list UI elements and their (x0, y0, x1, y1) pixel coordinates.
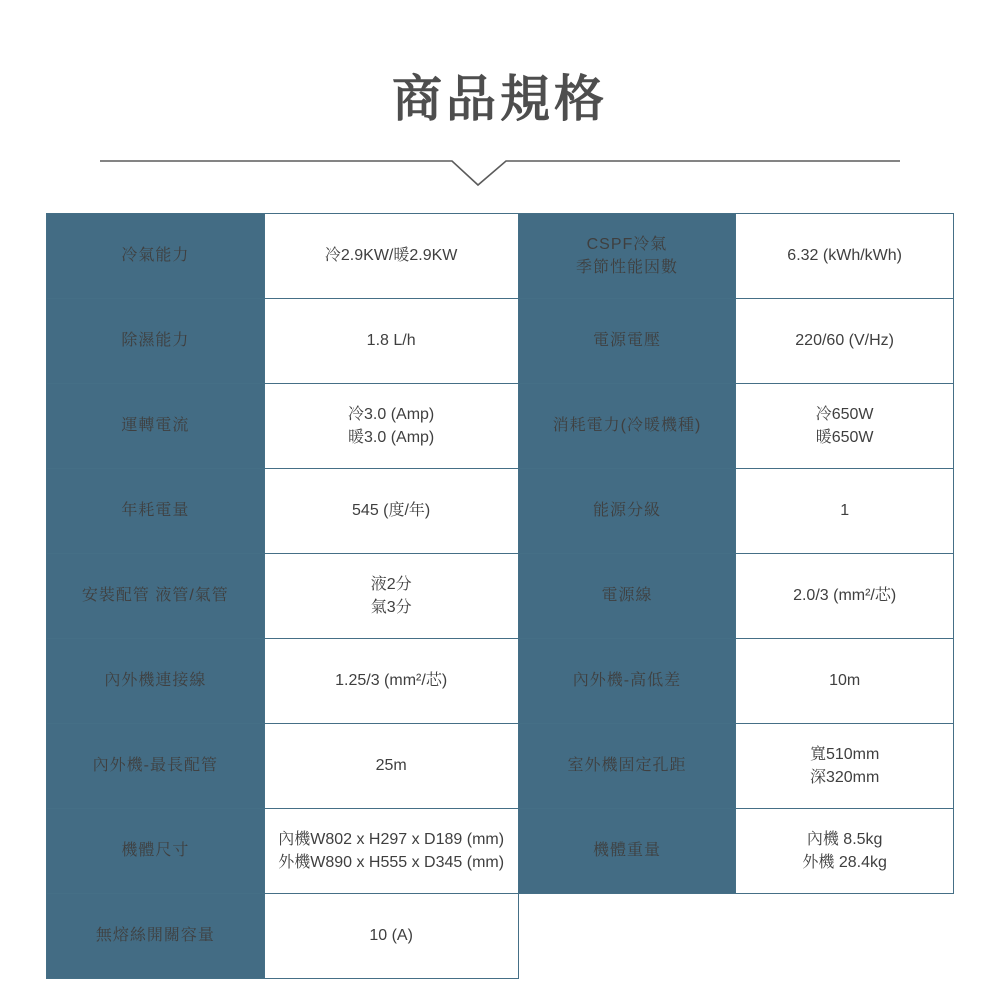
cell-text (740, 669, 949, 692)
divider-shape (100, 155, 900, 189)
cell-text (523, 754, 732, 777)
spec-table (46, 213, 954, 979)
table-row (47, 639, 954, 724)
table-row (47, 809, 954, 894)
spec-label-left: 機體尺寸 (47, 809, 265, 894)
cell-line: 2.0/3 (mm²/芯) (793, 587, 897, 605)
cell-line: 內機 8.5kg (806, 830, 883, 848)
cell-text (523, 499, 732, 522)
cell-line: CSPF冷氣 (586, 235, 668, 253)
spec-label-left: 內外機-最長配管 (47, 724, 265, 809)
spec-table-wrap (46, 213, 954, 979)
cell-line: 暖650W (815, 429, 874, 446)
cell-text (269, 669, 514, 692)
cell-line: 220/60 (V/Hz) (795, 332, 894, 350)
spec-label-right (518, 299, 736, 384)
spec-value-right (736, 469, 954, 554)
cell-text (269, 924, 514, 947)
spec-value-left (264, 894, 518, 979)
cell-text (269, 403, 514, 449)
spec-label-left: 內外機連接線 (47, 639, 265, 724)
cell-line: 暖3.0 (Amp) (348, 429, 435, 446)
cell-line: 電源線 (601, 587, 653, 605)
cell-line: 6.32 (kWh/kWh) (787, 247, 902, 265)
cell-line: 氣3分 (370, 599, 412, 616)
cell-text (523, 584, 732, 607)
spec-value-left (264, 639, 518, 724)
cell-text (523, 669, 732, 692)
cell-line: 545 (度/年) (352, 502, 431, 520)
spec-value-left (264, 299, 518, 384)
cell-line: 深320mm (809, 769, 880, 786)
spec-label-right (518, 894, 736, 979)
cell-text (523, 839, 732, 862)
cell-line: 液2分 (370, 575, 412, 593)
cell-line: 10 (A) (369, 927, 413, 945)
spec-value-left (264, 554, 518, 639)
cell-line: 25m (375, 757, 407, 775)
page-title-area (0, 0, 1000, 127)
cell-text (740, 743, 949, 789)
cell-line: 1.8 L/h (366, 332, 416, 350)
spec-label-right (518, 554, 736, 639)
table-row (47, 894, 954, 979)
cell-text (269, 754, 514, 777)
page-title: 商品規格 (392, 71, 608, 127)
cell-line: 冷650W (815, 405, 874, 423)
cell-text (740, 329, 949, 352)
cell-line: 電源電壓 (592, 332, 661, 350)
cell-text (740, 244, 949, 267)
cell-text (269, 244, 514, 267)
spec-label-left: 運轉電流 (47, 384, 265, 469)
cell-line: 能源分級 (592, 502, 661, 520)
spec-label-right (518, 384, 736, 469)
cell-line: 內機W802 x H297 x D189 (mm) (278, 830, 505, 848)
cell-text (523, 414, 732, 437)
spec-value-right (736, 639, 954, 724)
spec-label-left: 無熔絲開關容量 (47, 894, 265, 979)
cell-line: 內外機-高低差 (572, 672, 682, 690)
table-row (47, 469, 954, 554)
spec-value-right (736, 214, 954, 299)
cell-line: 機體重量 (592, 842, 661, 860)
title-divider (100, 155, 900, 189)
spec-value-right (736, 724, 954, 809)
cell-line: 室外機固定孔距 (567, 757, 687, 775)
table-row (47, 384, 954, 469)
spec-value-left (264, 384, 518, 469)
cell-line: 外機 28.4kg (802, 854, 887, 871)
spec-value-right (736, 809, 954, 894)
cell-text (740, 403, 949, 449)
cell-line: 寬510mm (809, 745, 880, 763)
cell-line: 季節性能因數 (575, 259, 678, 276)
cell-text (523, 329, 732, 352)
spec-value-left (264, 724, 518, 809)
table-row (47, 724, 954, 809)
spec-value-left (264, 469, 518, 554)
spec-value-right (736, 554, 954, 639)
cell-text (269, 329, 514, 352)
spec-table-body (47, 214, 954, 979)
spec-label-right (518, 469, 736, 554)
spec-label-left: 安裝配管 液管/氣管 (47, 554, 265, 639)
cell-text (740, 828, 949, 874)
cell-line: 1.25/3 (mm²/芯) (335, 672, 448, 690)
table-row (47, 214, 954, 299)
spec-label-left: 冷氣能力 (47, 214, 265, 299)
cell-text (740, 499, 949, 522)
cell-line: 冷2.9KW/暖2.9KW (324, 247, 458, 265)
table-row (47, 299, 954, 384)
cell-text (269, 828, 514, 874)
table-row (47, 554, 954, 639)
cell-line: 消耗電力(冷暖機種) (552, 417, 702, 435)
cell-text (523, 233, 732, 279)
spec-label-right (518, 809, 736, 894)
spec-value-left (264, 809, 518, 894)
spec-value-right (736, 299, 954, 384)
cell-text (269, 499, 514, 522)
spec-label-right (518, 639, 736, 724)
spec-value-right (736, 384, 954, 469)
spec-label-left: 年耗電量 (47, 469, 265, 554)
cell-line: 1 (840, 502, 850, 520)
spec-label-left: 除濕能力 (47, 299, 265, 384)
cell-text (740, 584, 949, 607)
spec-value-left (264, 214, 518, 299)
cell-line: 10m (829, 672, 861, 690)
spec-value-right (736, 894, 954, 979)
spec-label-right (518, 214, 736, 299)
cell-line: 外機W890 x H555 x D345 (mm) (278, 854, 505, 871)
cell-line: 冷3.0 (Amp) (348, 405, 435, 423)
cell-text (269, 573, 514, 619)
spec-label-right (518, 724, 736, 809)
